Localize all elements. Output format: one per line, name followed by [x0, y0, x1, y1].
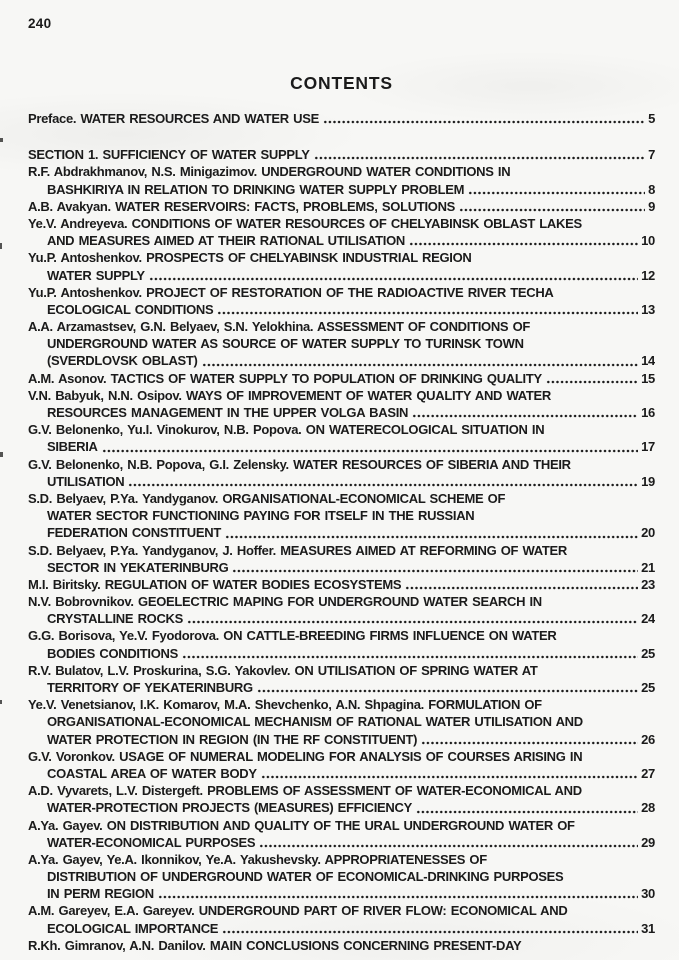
toc-entry — [28, 387, 655, 421]
toc-entry-line — [28, 713, 655, 730]
toc-entry — [28, 146, 655, 163]
toc-page-number: 10 — [641, 233, 655, 249]
toc-entry — [28, 490, 655, 542]
page-number: 240 — [28, 16, 52, 31]
toc-entry-line — [28, 576, 655, 593]
toc-entry-text: G.V. Voronkov. USAGE OF NUMERAL MODELING FOR ANALYSIS OF COURSES ARISING IN — [28, 748, 583, 764]
toc-entry-text: M.I. Biritsky. REGULATION OF WATER BODIES ECOSYSTEMS — [28, 576, 402, 592]
toc-entry — [28, 110, 655, 127]
toc-entry-text: Ye.V. Venetsianov, I.K. Komarov, M.A. Shevchenko, A.N. Shpagina. FORMULATION OF — [28, 697, 542, 713]
toc-entry-line — [28, 473, 655, 490]
toc-page-number: 8 — [648, 181, 655, 197]
dot-leader — [158, 895, 638, 899]
toc-entry — [28, 198, 655, 215]
toc-entry — [28, 421, 655, 455]
toc-entry — [28, 456, 655, 490]
toc-page-number: 19 — [641, 473, 655, 489]
toc-entry-text: WATER-PROTECTION PROJECTS (MEASURES) EFFICIENCY — [47, 800, 412, 816]
toc-entry-text: Yu.P. Antoshenkov. PROSPECTS OF CHELYABINSK INDUSTRIAL REGION — [28, 250, 472, 266]
toc-entry — [28, 215, 655, 249]
dot-leader — [202, 363, 639, 367]
toc-entry-text: SECTOR IN YEKATERINBURG — [47, 559, 229, 575]
toc-entry-line — [28, 438, 655, 455]
dot-leader — [468, 191, 645, 195]
toc-entry-text: FEDERATION CONSTITUENT — [47, 525, 221, 541]
dot-leader — [232, 569, 638, 573]
toc-page-number: 25 — [641, 680, 655, 695]
toc-entry-text: Ye.V. Andreyeva. CONDITIONS OF WATER RESOURCES OF CHELYABINSK OBLAST LAKES — [28, 215, 582, 231]
toc-entry-text: G.V. Belonenko, N.B. Popova, G.I. Zelensky. WATER RESOURCES OF SIBERIA AND THEIR — [28, 456, 571, 472]
toc-entry — [28, 593, 655, 627]
toc-entry — [28, 284, 655, 318]
toc-entry-text: ECOLOGICAL IMPORTANCE — [47, 920, 219, 936]
toc-entry-text: A.Ya. Gayev. ON DISTRIBUTION AND QUALITY OF THE URAL UNDERGROUND WATER OF — [28, 817, 575, 833]
toc-entry-line — [28, 696, 655, 713]
toc-entry-line — [28, 765, 655, 782]
toc-page-number: 28 — [641, 800, 655, 816]
toc-entry — [28, 249, 655, 283]
dot-leader — [421, 741, 638, 745]
toc-entry-text: R.Kh. Gimranov, A.N. Danilov. MAIN CONCLUSIONS CONCERNING PRESENT-DAY — [28, 937, 522, 953]
toc-page-number: 23 — [641, 576, 655, 592]
toc-entry-line — [28, 110, 655, 127]
toc-page-number: 17 — [641, 439, 655, 455]
toc-entry-line — [28, 301, 655, 318]
toc-entry-line — [28, 782, 655, 799]
toc-entry-line — [28, 920, 655, 937]
toc-entry-text: A.M. Gareyev, E.A. Gareyev. UNDERGROUND PART OF RIVER FLOW: ECONOMICAL AND — [28, 903, 568, 919]
dot-leader — [405, 586, 638, 590]
toc-entry-line — [28, 163, 655, 180]
toc-entry — [28, 782, 655, 816]
toc-entry-line — [28, 524, 655, 541]
toc-entry-text: N.V. Bobrovnikov. GEOELECTRIC MAPING FOR UNDERGROUND WATER SEARCH IN — [28, 594, 542, 610]
dot-leader — [222, 930, 638, 934]
dot-leader — [416, 810, 638, 814]
dot-leader — [323, 120, 645, 124]
toc-entry-text: Preface. WATER RESOURCES AND WATER USE — [28, 111, 319, 126]
toc-entry-line — [28, 318, 655, 335]
toc-page-number: 21 — [641, 559, 655, 575]
toc-entry-text: S.D. Belyaev, P.Ya. Yandyganov, J. Hoffer. MEASURES AIMED AT REFORMING OF WATER — [28, 542, 567, 558]
toc-entry-text: UTILISATION — [47, 473, 125, 489]
toc-page-number: 31 — [641, 920, 655, 936]
toc-entry — [28, 937, 655, 954]
toc-page-number: 29 — [641, 834, 655, 850]
toc-entries — [28, 110, 655, 954]
toc-page-number: 5 — [648, 111, 655, 126]
toc-entry-line — [28, 249, 655, 266]
toc-entry-text: CRYSTALLINE ROCKS — [47, 611, 184, 627]
toc-entry-text: COASTAL AREA OF WATER BODY — [47, 765, 257, 781]
dot-leader — [412, 414, 638, 418]
toc-entry-line — [28, 885, 655, 902]
dot-leader — [409, 242, 638, 246]
toc-entry-line — [28, 610, 655, 627]
dot-leader — [225, 535, 638, 539]
toc-page-number: 15 — [641, 370, 655, 386]
toc-entry-line — [28, 799, 655, 816]
toc-entry-line — [28, 868, 655, 885]
toc-entry-line — [28, 198, 655, 215]
toc-entry-text: G.G. Borisova, Ye.V. Fyodorova. ON CATTLE-BREEDING FIRMS INFLUENCE ON WATER — [28, 628, 557, 644]
toc-entry — [28, 370, 655, 387]
toc-page-number: 7 — [648, 147, 655, 163]
toc-entry-text: A.M. Asonov. TACTICS OF WATER SUPPLY TO POPULATION OF DRINKING QUALITY — [28, 370, 542, 386]
toc-entry-line — [28, 542, 655, 559]
toc-entry-line — [28, 507, 655, 524]
toc-page-number: 12 — [641, 267, 655, 283]
toc-entry-line — [28, 834, 655, 851]
toc-entry-line — [28, 627, 655, 644]
toc-entry-line — [28, 352, 655, 369]
toc-entry-line — [28, 215, 655, 232]
toc-entry — [28, 817, 655, 851]
dot-leader — [149, 277, 638, 281]
toc-entry-line — [28, 335, 655, 352]
toc-entry-line — [28, 748, 655, 765]
toc-entry-line — [28, 284, 655, 301]
toc-entry-text: S.D. Belyaev, P.Ya. Yandyganov. ORGANISATIONAL-ECONOMICAL SCHEME OF — [28, 490, 506, 506]
toc-entry-line — [28, 404, 655, 421]
toc-entry-text: A.D. Vyvarets, L.V. Distergeft. PROBLEMS OF ASSESSMENT OF WATER-ECONOMICAL AND — [28, 783, 582, 799]
toc-entry-text: Yu.P. Antoshenkov. PROJECT OF RESTORATION OF THE RADIOACTIVE RIVER TECHA — [28, 284, 554, 300]
scan-artifact — [0, 700, 2, 704]
toc-entry-line — [28, 370, 655, 387]
toc-entry-text: AND MEASURES AIMED AT THEIR RATIONAL UTILISATION — [47, 233, 405, 249]
toc-entry-line — [28, 559, 655, 576]
toc-entry-text: UNDERGROUND WATER AS SOURCE OF WATER SUPPLY TO TURINSK TOWN — [47, 336, 524, 352]
toc-entry-line — [28, 679, 655, 696]
toc-entry-text: A.A. Arzamastsev, G.N. Belyaev, S.N. Yelokhina. ASSESSMENT OF CONDITIONS OF — [28, 319, 531, 335]
toc-entry-line — [28, 645, 655, 662]
toc-page-number: 25 — [641, 645, 655, 661]
toc-entry-line — [28, 851, 655, 868]
toc-entry — [28, 748, 655, 782]
toc-page-number: 9 — [648, 198, 655, 214]
dot-leader — [314, 156, 645, 160]
toc-entry — [28, 627, 655, 661]
toc-entry-text: TERRITORY OF YEKATERINBURG — [47, 680, 253, 695]
scan-artifact — [0, 243, 2, 249]
toc-entry-text: (SVERDLOVSK OBLAST) — [47, 353, 198, 369]
scan-artifact — [0, 138, 3, 142]
toc-entry-text: SIBERIA — [47, 439, 98, 455]
toc-entry-line — [28, 456, 655, 473]
toc-page-number: 16 — [641, 405, 655, 420]
toc-page-number: 26 — [641, 731, 655, 747]
toc-entry-line — [28, 817, 655, 834]
toc-entry-text: ORGANISATIONAL-ECONOMICAL MECHANISM OF RATIONAL WATER UTILISATION AND — [47, 714, 583, 730]
dot-leader — [102, 449, 638, 453]
toc-entry — [28, 318, 655, 370]
toc-entry-line — [28, 267, 655, 284]
toc-page-number: 20 — [641, 525, 655, 541]
toc-page-number: 14 — [641, 353, 655, 369]
toc-entry-text: RESOURCES MANAGEMENT IN THE UPPER VOLGA BASIN — [47, 405, 409, 420]
toc-page-number: 24 — [641, 611, 655, 627]
toc-entry-line — [28, 181, 655, 198]
toc-entry-text: WATER SUPPLY — [47, 267, 145, 283]
toc-entry-text: V.N. Babyuk, N.N. Osipov. WAYS OF IMPROVEMENT OF WATER QUALITY AND WATER — [28, 387, 551, 403]
toc-entry-text: WATER PROTECTION IN REGION (IN THE RF CONSTITUENT) — [47, 731, 418, 747]
toc-entry-line — [28, 421, 655, 438]
toc-entry-text: R.F. Abdrakhmanov, N.S. Minigazimov. UNDERGROUND WATER CONDITIONS IN — [28, 164, 511, 180]
toc-entry-text: G.V. Belonenko, Yu.I. Vinokurov, N.B. Popova. ON WATERECOLOGICAL SITUATION IN — [28, 422, 545, 438]
dot-leader — [217, 311, 638, 315]
dot-leader — [459, 208, 645, 212]
dot-leader — [259, 844, 638, 848]
dot-leader — [257, 689, 638, 693]
dot-leader — [187, 620, 638, 624]
toc-entry — [28, 851, 655, 903]
toc-entry-line — [28, 387, 655, 404]
toc-page-number: 27 — [641, 765, 655, 781]
page-title: CONTENTS — [290, 73, 393, 93]
dot-leader — [128, 483, 638, 487]
toc-entry-text: IN PERM REGION — [47, 886, 154, 902]
toc-entry-line — [28, 146, 655, 163]
toc-entry-line — [28, 593, 655, 610]
toc-entry-line — [28, 731, 655, 748]
dot-leader — [182, 655, 638, 659]
toc-entry — [28, 696, 655, 748]
toc-entry-text: WATER SECTOR FUNCTIONING PAYING FOR ITSELF IN THE RUSSIAN — [47, 508, 475, 524]
scan-artifact — [0, 452, 3, 457]
toc-page-number: 30 — [641, 886, 655, 902]
toc-entry — [28, 662, 655, 696]
toc-entry-line — [28, 937, 655, 954]
toc-entry-text: BODIES CONDITIONS — [47, 645, 178, 661]
toc-entry-line — [28, 232, 655, 249]
toc-entry-text: WATER-ECONOMICAL PURPOSES — [47, 834, 256, 850]
toc-entry-text: SECTION 1. SUFFICIENCY OF WATER SUPPLY — [28, 147, 310, 163]
toc-entry — [28, 163, 655, 197]
toc-entry-text: A.B. Avakyan. WATER RESERVOIRS: FACTS, PROBLEMS, SOLUTIONS — [28, 198, 456, 214]
toc-entry-text: R.V. Bulatov, L.V. Proskurina, S.G. Yakovlev. ON UTILISATION OF SPRING WATER AT — [28, 662, 538, 678]
dot-leader — [546, 380, 638, 384]
toc-entry-text: DISTRIBUTION OF UNDERGROUND WATER OF ECONOMICAL-DRINKING PURPOSES — [47, 869, 564, 885]
dot-leader — [261, 775, 638, 779]
toc-entry-text: ECOLOGICAL CONDITIONS — [47, 301, 214, 317]
toc-entry — [28, 542, 655, 576]
toc-entry-line — [28, 490, 655, 507]
toc-entry — [28, 902, 655, 936]
toc-page-number: 13 — [641, 301, 655, 317]
toc-entry-line — [28, 902, 655, 919]
toc-entry-line — [28, 662, 655, 679]
toc-entry-text: BASHKIRIYA IN RELATION TO DRINKING WATER SUPPLY PROBLEM — [47, 181, 465, 197]
toc-entry — [28, 576, 655, 593]
toc-entry-text: A.Ya. Gayev, Ye.A. Ikonnikov, Ye.A. Yakushevsky. APPROPRIATENESSES OF — [28, 851, 487, 867]
